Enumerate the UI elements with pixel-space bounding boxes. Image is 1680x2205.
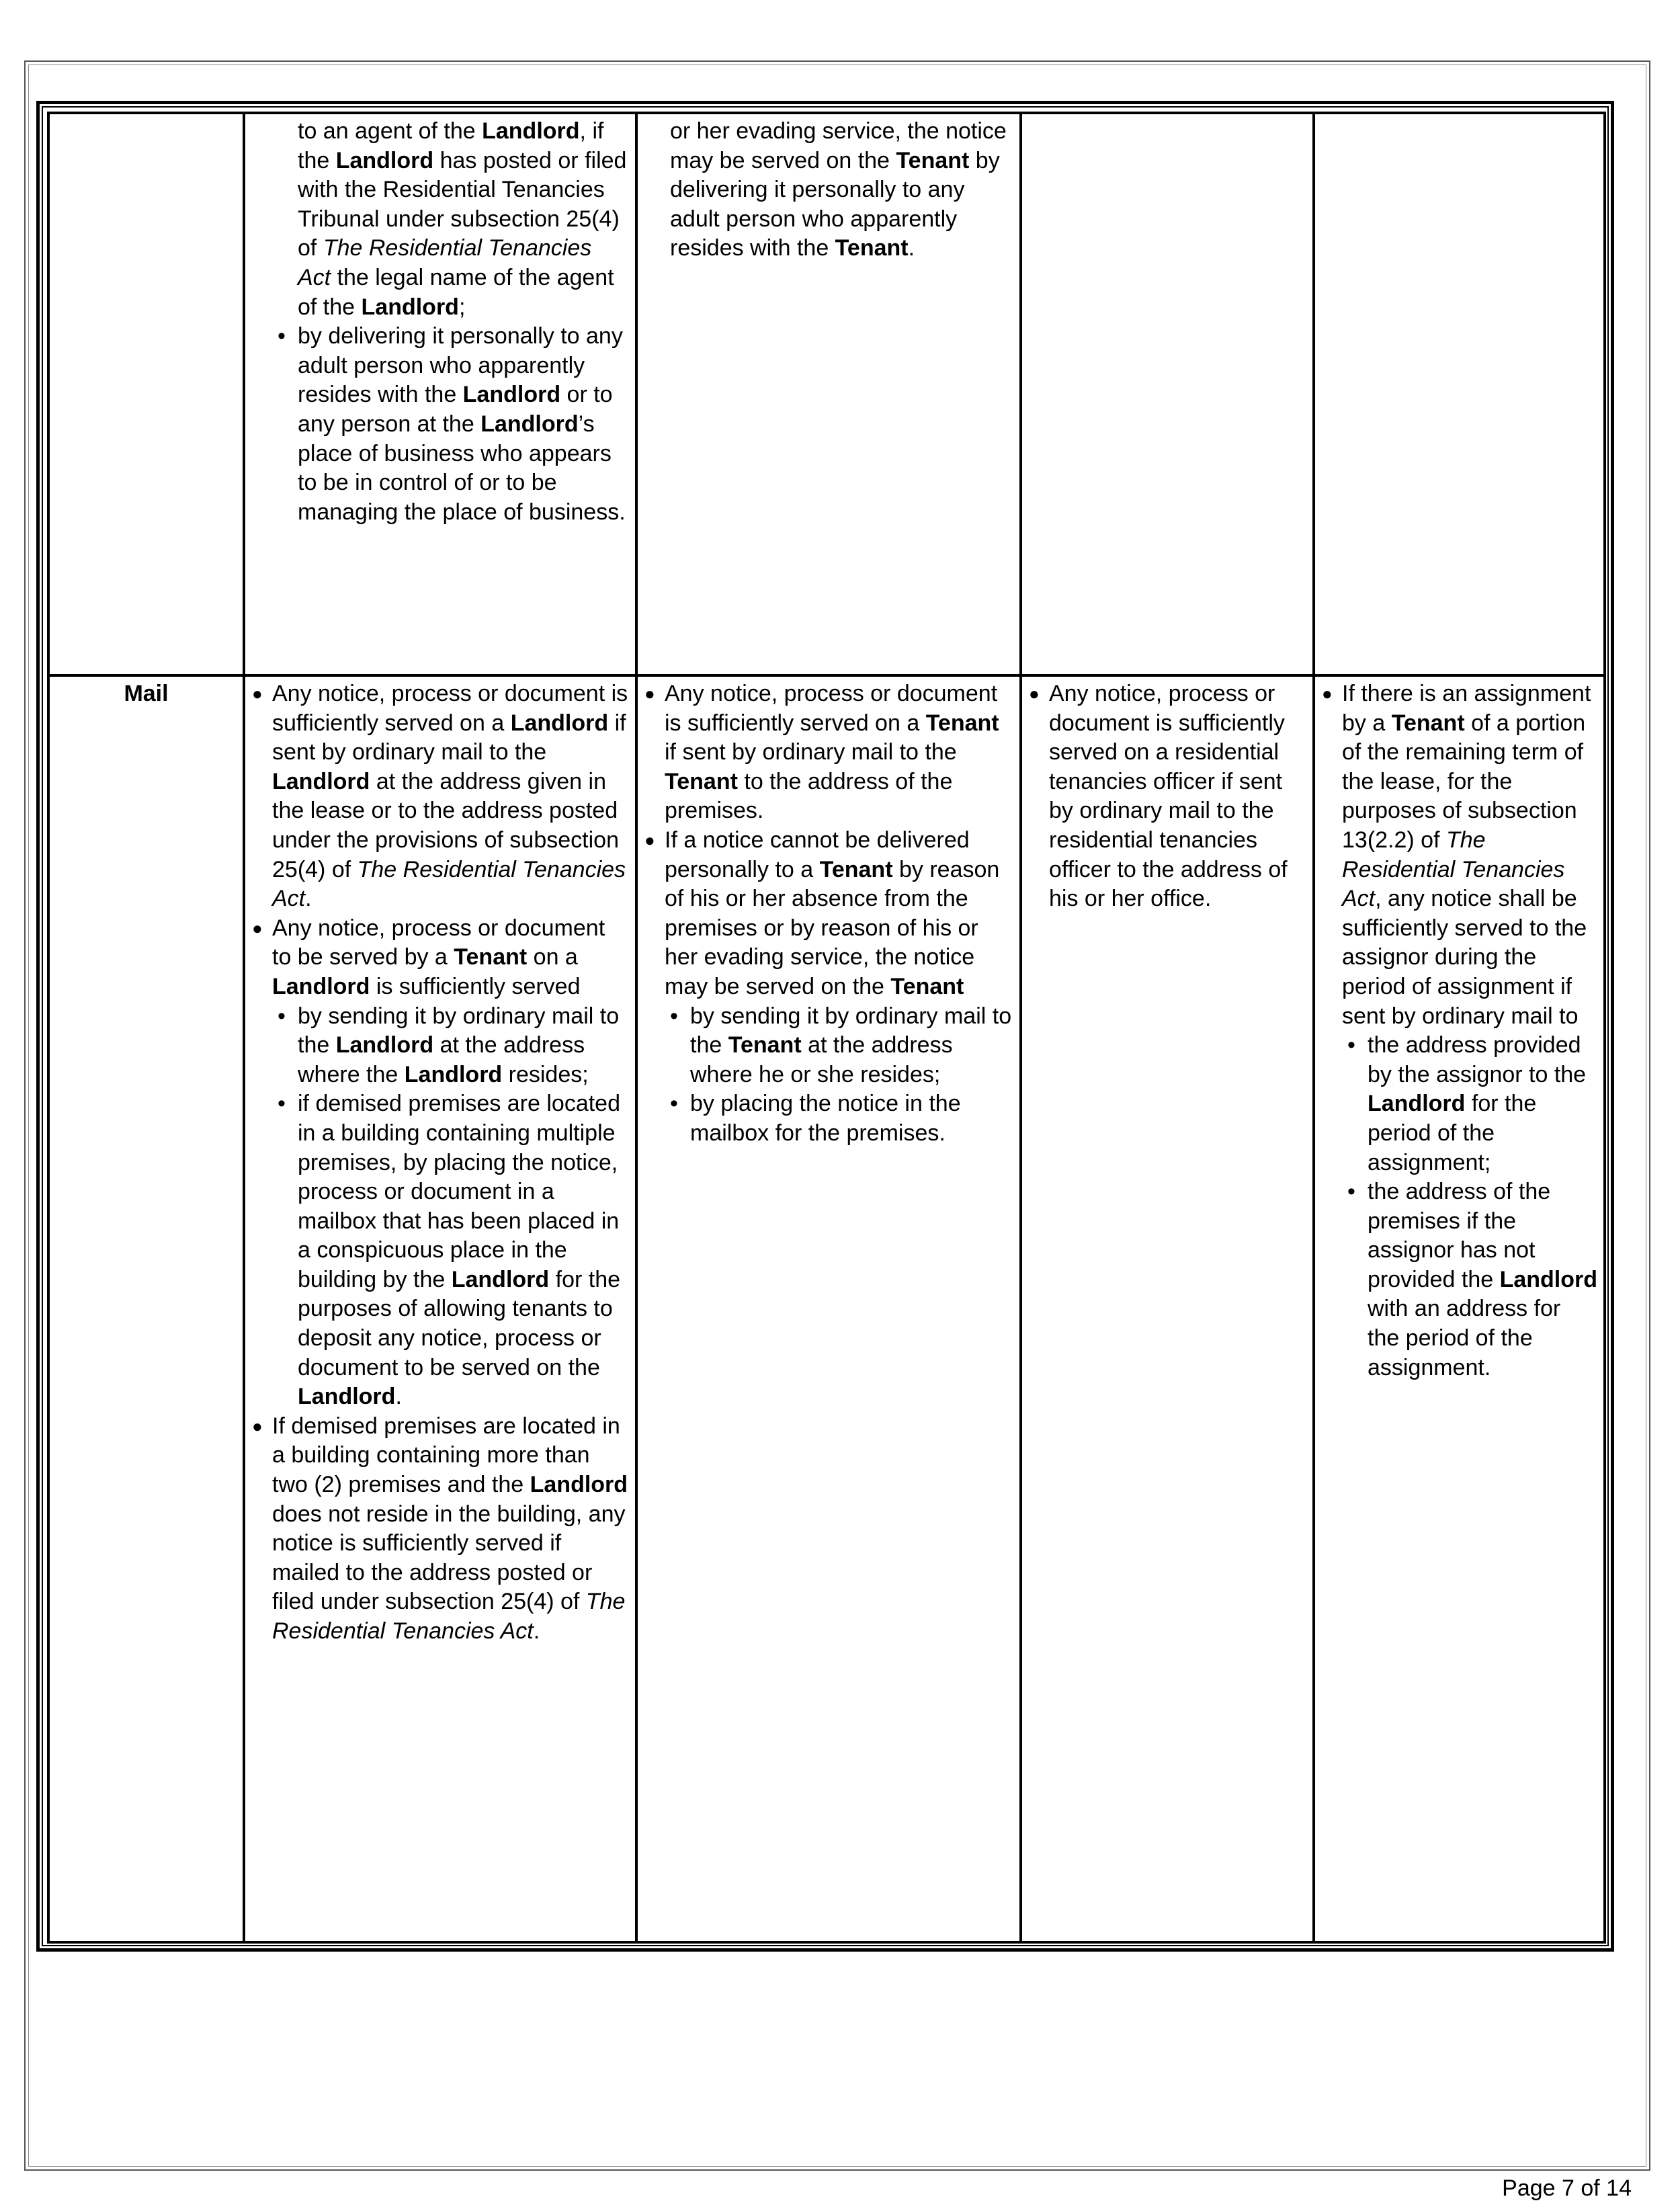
list-item: • if demised premises are located in a building containing multiple premises, by placing the notice, process or document in a mailbox that has been placed in a conspicuous place in the building by the Landlord for the purposes of allowing tenants to deposit any notice, process or document to be served on the Landlord. [251,1089,630,1412]
assignor-service-cell-empty [1314,113,1605,675]
landlord-mail-cell [244,675,636,1942]
row-label-cell [48,675,244,1942]
table-row-mail [48,675,1605,1942]
list-item: ● Any notice, process or document is sufficiently served on a Landlord if sent by ordinary mail to the Landlord at the address given in the lease or to the address posted under the provisions of subsection 25(4) of The Residential Tenancies Act. [251,679,630,914]
list-item: • by sending it by ordinary mail to the Tenant at the address where he or she resides; [643,1002,1014,1090]
row-label-cell-empty [48,113,244,675]
row-label-mail: Mail [124,681,169,706]
list-item: • the address provided by the assignor to the Landlord for the period of the assignment; [1320,1031,1598,1177]
list-item: ● Any notice, process or document to be served by a Tenant on a Landlord is sufficiently served [251,914,630,1002]
service-methods-table [47,112,1606,1944]
list-item: • by placing the notice in the mailbox for the premises. [643,1089,1014,1148]
list-item: ● If a notice cannot be delivered personally to a Tenant by reason of his or her absence from the premises or by reason of his or her evading service, the notice may be served on the Tenant [643,826,1014,1002]
list-item: • by sending it by ordinary mail to the Landlord at the address where the Landlord resides; [251,1002,630,1090]
list-item: ● If there is an assignment by a Tenant of a portion of the remaining term of the lease, for the purposes of subsection 13(2.2) of The Residential Tenancies Act, any notice shall be sufficiently served to the assignor during the period of assignment if sent by ordinary mail to [1320,679,1598,1031]
continued-text: to an agent of the Landlord, if the Landlord has posted or filed with the Residential Tenancies Tribunal under subsection 25(4) of The Residential Tenancies Act the legal name of the agent of the Landlord; [298,118,627,320]
officer-service-cell-empty [1021,113,1314,675]
page-number: Page 7 of 14 [1502,2175,1632,2201]
tenant-mail-cell [636,675,1021,1942]
tenant-service-cell [636,113,1021,675]
list-item: ● If demised premises are located in a building containing more than two (2) premises and the Landlord does not reside in the building, any notice is sufficiently served if mailed to the address posted or filed under subsection 25(4) of The Residential Tenancies Act. [251,1412,630,1647]
continued-text: or her evading service, the notice may be served on the Tenant by delivering it personally to any adult person who apparently resides with the Tenant. [670,118,1007,261]
list-item: ● Any notice, process or document is sufficiently served on a Tenant if sent by ordinary mail to the Tenant to the address of the premises. [643,679,1014,826]
list-item: • by delivering it personally to any adult person who apparently resides with the Landlord or to any person at the Landlord’s place of business who appears to be in control of or to be managing the place of business. [251,322,630,527]
list-item: • the address of the premises if the assignor has not provided the Landlord with an address for the period of the assignment. [1320,1177,1598,1382]
officer-mail-cell [1021,675,1314,1942]
table-row-continued [48,113,1605,675]
assignor-mail-cell [1314,675,1605,1942]
landlord-service-cell [244,113,636,675]
list-item: ● Any notice, process or document is sufficiently served on a residential tenancies officer if sent by ordinary mail to the residential tenancies officer to the address of his or her office. [1027,679,1307,914]
